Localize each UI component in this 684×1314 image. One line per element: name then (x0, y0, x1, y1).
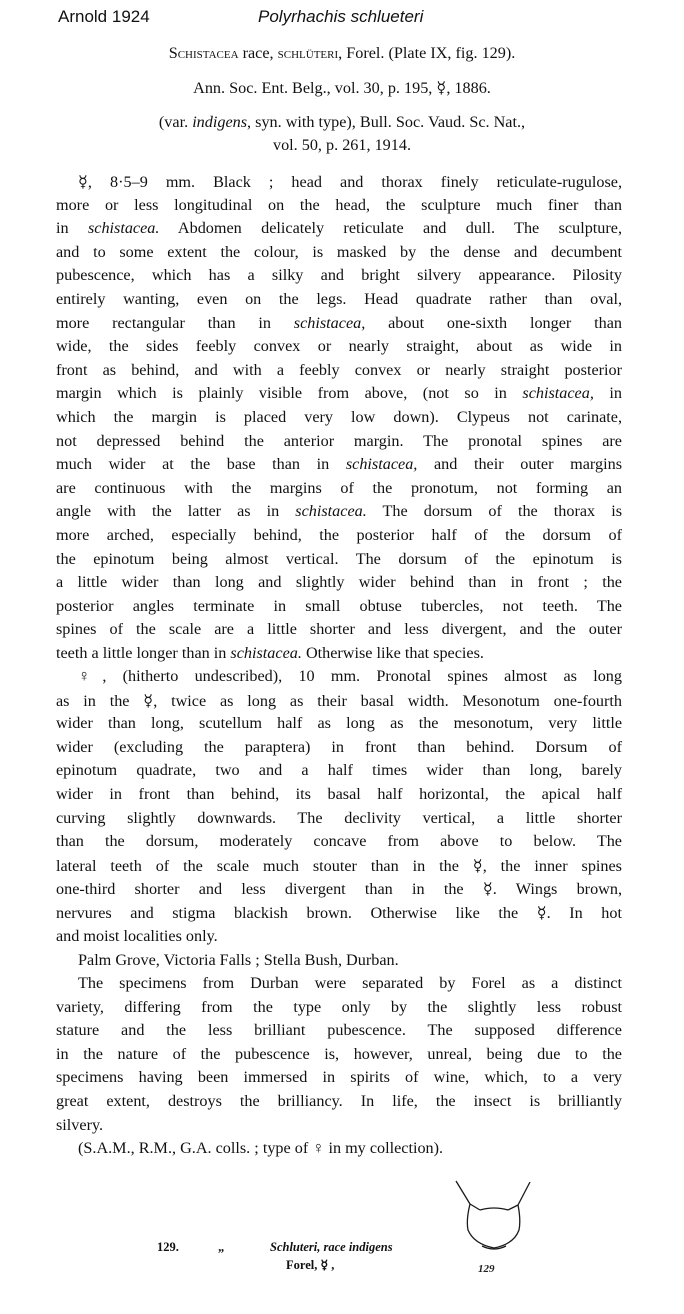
figure-number: 129 (478, 1263, 495, 1275)
text-run: much wider at the base than in (56, 455, 346, 474)
text-line (56, 785, 622, 804)
text-line (56, 1068, 622, 1087)
text-run: the epinotum being almost vertical. The dorsum of the epinotum is (56, 549, 622, 568)
text-run: margin which is plainly visible from above, (not so in (56, 384, 523, 403)
citation-line-2: Ann. Soc. Ent. Belg., vol. 30, p. 195, ☿, 1886. (193, 79, 491, 97)
text-run: wide, the sides feebly convex or nearly straight, about as wide in (56, 337, 622, 356)
left-pronotal-spine (456, 1181, 480, 1210)
text-run: front as behind, and with a feebly convex or nearly straight posterior (56, 360, 622, 379)
text-line (56, 408, 622, 427)
text-line (56, 714, 622, 733)
text-line (56, 879, 622, 899)
citation-text: (var. (158, 113, 193, 131)
italic-taxon: schistacea. (295, 502, 367, 521)
text-line (56, 1092, 622, 1111)
text-line (56, 738, 622, 757)
text-run: posterior angles terminate in small obtuse tubercles, not teeth. The (56, 596, 622, 615)
text-run: lateral teeth of the scale much stouter than in the ☿, the inner spines (56, 856, 622, 875)
caption-species: Schluteri, race indigens (270, 1240, 393, 1254)
right-pronotal-spine (508, 1182, 530, 1210)
citation-taxon: Schistacea (168, 44, 239, 62)
text-line (56, 455, 622, 474)
italic-taxon: schistacea. (230, 644, 302, 662)
text-run: The dorsum of the thorax is (366, 502, 622, 521)
citation-variety: indigens (192, 113, 248, 131)
author-year: Arnold 1924 (58, 7, 150, 26)
text-run: Abdomen delicately reticulate and dull. The sculpture, (159, 219, 622, 238)
figure-129-head-drawing (452, 1178, 537, 1278)
text-line (56, 479, 622, 498)
text-line (56, 384, 622, 403)
text-run: Otherwise like that species. (301, 644, 484, 662)
italic-taxon: schistacea, (522, 384, 594, 403)
text-line (56, 998, 622, 1017)
text-run: more or less longitudinal on the head, the sculpture much finer than (56, 195, 622, 214)
text-run: nervures and stigma blackish brown. Otherwise like the ☿. In hot (56, 904, 622, 922)
italic-taxon: schistacea. (87, 219, 160, 238)
text-run: wider in front than behind, its basal half horizontal, the apical half (56, 785, 622, 803)
text-line (56, 243, 622, 262)
text-run: ☿, 8·5–9 mm. Black ; head and thorax finely reticulate-rugulose, (78, 173, 622, 191)
text-line (56, 761, 622, 780)
text-line (56, 314, 622, 333)
text-run: which the margin is placed very low down). Clypeus not carinate, (56, 408, 622, 426)
text-line (56, 266, 622, 285)
text-line (56, 1021, 622, 1040)
text-line (78, 974, 622, 993)
text-run: not depressed behind the anterior margin. The pronotal spines are (56, 431, 622, 450)
citation-text: , Forel. (Plate IX, fig. 129). (338, 44, 516, 62)
text-run: ♀, (hitherto undescribed), 10 mm. Pronotal spines almost as long (78, 667, 622, 685)
text-run: in (56, 219, 88, 238)
text-run: a little wider than long and slightly wider behind than in front ; the (56, 573, 622, 592)
localities: Palm Grove, Victoria Falls ; Stella Bush, Durban. (78, 951, 399, 969)
text-line (56, 832, 622, 851)
text-line (78, 172, 622, 192)
text-run: and to some extent the colour, is masked by the dense and decumbent (56, 242, 622, 261)
text-line (78, 667, 622, 686)
text-line (56, 432, 622, 451)
text-line (56, 1116, 103, 1135)
text-line (56, 597, 622, 616)
text-line (56, 550, 622, 569)
text-run: great extent, destroys the brilliancy. In life, the insect is brilliantly (56, 1092, 622, 1110)
text-run: angle with the latter as in (56, 502, 296, 521)
text-run: specimens having been immersed in spirits of wine, which, to a very (56, 1068, 622, 1087)
text-line (56, 1045, 622, 1064)
text-run: more arched, especially behind, the posterior half of the dorsum of (56, 526, 622, 544)
text-line (56, 526, 622, 545)
text-run: more rectangular than in (56, 313, 294, 332)
text-line (56, 502, 622, 521)
italic-taxon: schistacea, (345, 455, 418, 474)
text-run: about one-sixth longer than (365, 313, 622, 332)
citation-text: race, (238, 44, 278, 62)
text-run: curving slightly downwards. The declivity vertical, a little shorter (56, 808, 622, 827)
text-run: one-third shorter and less divergent than in the ☿. Wings brown, (56, 880, 622, 899)
text-run: entirely wanting, even on the legs. Head quadrate rather than oval, (56, 290, 622, 308)
text-run: The specimens from Durban were separated by Forel as a distinct (78, 974, 622, 992)
text-run: in (593, 384, 622, 403)
text-line (56, 219, 622, 238)
text-line (56, 337, 622, 356)
text-line (56, 927, 218, 946)
text-line (56, 361, 622, 380)
citation-text: , syn. with type), Bull. Soc. Vaud. Sc. Nat., (247, 113, 526, 131)
text-line (56, 573, 622, 592)
text-line (56, 809, 622, 828)
italic-taxon: schistacea, (293, 313, 366, 332)
text-line (56, 196, 622, 215)
text-line (56, 644, 484, 663)
head-top (480, 1208, 508, 1210)
text-run: epinotum quadrate, two and a half times wider than long, barely (56, 761, 622, 780)
citation-race: schlüteri (277, 44, 339, 62)
text-line (56, 856, 622, 876)
text-line (56, 620, 622, 639)
text-run: variety, differing from the type only by the slightly less robust (56, 997, 622, 1016)
collections: (S.A.M., R.M., G.A. colls. ; type of ♀ in my collection). (78, 1139, 444, 1157)
text-run: stature and the less brilliant pubescence. The supposed difference (56, 1021, 622, 1040)
species-name: Polyrhachis schlueteri (258, 7, 424, 26)
text-run: and their outer margins (417, 455, 622, 474)
citation-line-3 (0, 113, 684, 132)
caption-ditto: „ (218, 1240, 225, 1254)
text-run: spines of the scale are a little shorter and less divergent, and the outer (56, 620, 622, 639)
citation-line-4: vol. 50, p. 261, 1914. (272, 136, 412, 154)
text-run: than the dorsum, moderately concave from above to below. The (56, 832, 622, 851)
text-run: wider than long, scutellum half as long as the mesonotum, very little (56, 714, 622, 733)
caption-author: Forel, ☿ , (286, 1258, 335, 1272)
text-run: wider (excluding the paraptera) in front than behind. Dorsum of (56, 737, 622, 756)
head-outline (467, 1204, 519, 1248)
text-run: as in the ☿, twice as long as their basal width. Mesonotum one-fourth (56, 691, 622, 710)
text-line (56, 691, 622, 711)
text-run: and moist localities only. (56, 926, 218, 945)
text-run: are continuous with the margins of the pronotum, not forming an (56, 478, 622, 497)
caption-name (270, 1240, 393, 1255)
text-line (56, 903, 622, 923)
citation-line-1 (0, 44, 684, 63)
caption-number: 129. (157, 1240, 179, 1254)
text-run: pubescence, which has a silky and bright silvery appearance. Pilosity (56, 266, 622, 285)
text-line (56, 290, 622, 309)
text-run: in the nature of the pubescence is, however, unreal, being due to the (56, 1044, 622, 1063)
text-run: teeth a little longer than in (56, 644, 231, 662)
text-run: silvery. (56, 1115, 104, 1134)
